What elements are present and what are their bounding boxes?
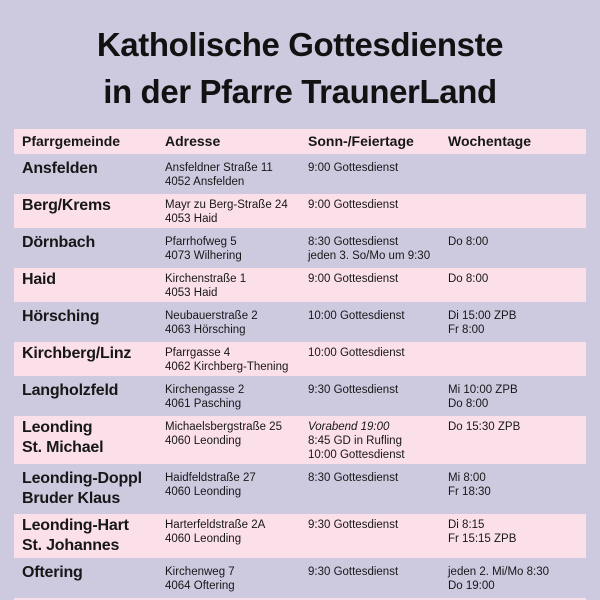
address-cell <box>165 270 308 300</box>
sunday-service-line: 10:00 Gottesdienst <box>308 347 405 359</box>
sunday-services-cell <box>308 270 448 300</box>
address-cell <box>165 159 308 189</box>
table-row <box>14 342 586 376</box>
page-title-line2: in der Pfarre TraunerLand <box>103 73 497 110</box>
parish-name-cell <box>14 516 165 556</box>
address-line: 4062 Kirchberg-Thening <box>165 361 289 373</box>
parish-name-line: St. Michael <box>22 439 104 456</box>
sunday-service-line: 9:00 Gottesdienst <box>308 199 399 211</box>
sunday-service-line: jeden 3. So/Mo um 9:30 <box>308 250 431 262</box>
sunday-services-cell <box>308 418 448 462</box>
service-table <box>14 129 586 600</box>
page-title <box>0 0 600 115</box>
parish-name-cell <box>14 418 165 462</box>
weekday-services-cell <box>448 381 586 411</box>
sunday-service-line: 10:00 Gottesdienst <box>308 310 405 322</box>
page-title-line1: Katholische Gottesdienste <box>96 26 504 63</box>
table-row <box>14 305 586 339</box>
sunday-services-cell <box>308 233 448 263</box>
parish-name-line: Bruder Klaus <box>22 490 121 507</box>
address-cell <box>165 233 308 263</box>
address-line: 4052 Ansfelden <box>165 176 245 188</box>
table-row <box>14 157 586 191</box>
sunday-services-cell <box>308 344 448 374</box>
weekday-services-cell <box>448 233 586 263</box>
parish-name-cell <box>14 469 165 509</box>
address-line: Mayr zu Berg-Straße 24 <box>165 199 288 211</box>
parish-name-cell <box>14 233 165 263</box>
table-row <box>14 231 586 265</box>
sunday-service-line: 8:30 Gottesdienst <box>308 472 399 484</box>
address-cell <box>165 469 308 509</box>
column-header-wochentage: Wochentage <box>448 133 531 149</box>
parish-name-line: Ansfelden <box>22 160 98 177</box>
weekday-services-cell <box>448 159 586 189</box>
sunday-service-line: 9:30 Gottesdienst <box>308 519 399 531</box>
sunday-service-line: 10:00 Gottesdienst <box>308 449 405 461</box>
weekday-service-line: jeden 2. Mi/Mo 8:30 <box>448 566 550 578</box>
parish-name-line: Langholzfeld <box>22 382 119 399</box>
address-line: Michaelsbergstraße 25 <box>165 421 282 433</box>
address-line: 4064 Oftering <box>165 580 235 592</box>
sunday-services-cell <box>308 469 448 509</box>
parish-name-line: Haid <box>22 271 56 288</box>
parish-name-line: Leonding-Hart <box>22 517 129 534</box>
parish-name-cell <box>14 307 165 337</box>
weekday-service-line: Fr 15:15 ZPB <box>448 533 517 545</box>
address-cell <box>165 563 308 593</box>
address-line: Kirchengasse 2 <box>165 384 245 396</box>
table-body <box>14 157 586 595</box>
weekday-service-line: Do 8:00 <box>448 273 489 285</box>
parish-name-cell <box>14 270 165 300</box>
address-cell <box>165 344 308 374</box>
parish-name-cell <box>14 196 165 226</box>
parish-name-line: Oftering <box>22 564 83 581</box>
sunday-services-cell <box>308 159 448 189</box>
sunday-service-line: 8:45 GD in Rufling <box>308 435 402 447</box>
address-line: Harterfeldstraße 2A <box>165 519 266 531</box>
weekday-service-line: Do 19:00 <box>448 580 495 592</box>
address-line: Pfarrhofweg 5 <box>165 236 237 248</box>
weekday-services-cell <box>448 469 586 509</box>
address-line: 4063 Hörsching <box>165 324 246 336</box>
sunday-services-cell <box>308 196 448 226</box>
column-header-pfarrgemeinde: Pfarrgemeinde <box>22 133 121 149</box>
weekday-service-line: Mi 8:00 <box>448 472 486 484</box>
weekday-service-line: Do 8:00 <box>448 236 489 248</box>
address-line: 4060 Leonding <box>165 435 242 447</box>
address-cell <box>165 418 308 462</box>
weekday-services-cell <box>448 516 586 556</box>
sunday-service-line: 8:30 Gottesdienst <box>308 236 399 248</box>
parish-name-line: Leonding <box>22 419 93 436</box>
weekday-services-cell <box>448 307 586 337</box>
weekday-services-cell <box>448 196 586 226</box>
address-cell <box>165 196 308 226</box>
weekday-service-line: Di 8:15 <box>448 519 485 531</box>
address-cell <box>165 381 308 411</box>
parish-name-line: Berg/Krems <box>22 197 111 214</box>
parish-name-cell <box>14 381 165 411</box>
sunday-service-line: Vorabend 19:00 <box>308 421 390 433</box>
column-header-adresse: Adresse <box>165 133 221 149</box>
address-line: Kirchenstraße 1 <box>165 273 247 285</box>
parish-name-line: Kirchberg/Linz <box>22 345 132 362</box>
address-line: 4053 Haid <box>165 213 218 225</box>
sunday-service-line: 9:00 Gottesdienst <box>308 162 399 174</box>
sunday-service-line: 9:30 Gottesdienst <box>308 566 399 578</box>
sunday-service-line: 9:30 Gottesdienst <box>308 384 399 396</box>
address-line: Neubauerstraße 2 <box>165 310 258 322</box>
address-line: Haidfeldstraße 27 <box>165 472 256 484</box>
weekday-service-line: Di 15:00 ZPB <box>448 310 517 322</box>
address-line: Pfarrgasse 4 <box>165 347 231 359</box>
sunday-services-cell <box>308 563 448 593</box>
sunday-services-cell <box>308 381 448 411</box>
parish-name-line: Dörnbach <box>22 234 96 251</box>
address-line: 4073 Wilhering <box>165 250 242 262</box>
weekday-service-line: Do 8:00 <box>448 398 489 410</box>
parish-name-cell <box>14 563 165 593</box>
table-row <box>14 194 586 228</box>
column-header-sonn-feiertage: Sonn-/Feiertage <box>308 133 414 149</box>
address-line: 4060 Leonding <box>165 533 242 545</box>
sunday-services-cell <box>308 516 448 556</box>
table-row <box>14 268 586 302</box>
parish-name-line: Leonding-Doppl <box>22 470 142 487</box>
weekday-service-line: Mi 10:00 ZPB <box>448 384 518 396</box>
address-line: 4061 Pasching <box>165 398 242 410</box>
weekday-service-line: Fr 18:30 <box>448 486 491 498</box>
address-cell <box>165 516 308 556</box>
weekday-services-cell <box>448 270 586 300</box>
weekday-services-cell <box>448 563 586 593</box>
address-line: Kirchenweg 7 <box>165 566 235 578</box>
parish-name-line: Hörsching <box>22 308 100 325</box>
weekday-service-line: Do 15:30 ZPB <box>448 421 521 433</box>
table-row <box>14 379 586 413</box>
weekday-services-cell <box>448 344 586 374</box>
parish-name-cell <box>14 344 165 374</box>
table-header-row <box>14 129 586 154</box>
address-line: Ansfeldner Straße 11 <box>165 162 273 174</box>
parish-name-cell <box>14 159 165 189</box>
address-line: 4060 Leonding <box>165 486 242 498</box>
table-row <box>14 416 586 464</box>
table-row <box>14 467 586 511</box>
weekday-services-cell <box>448 418 586 462</box>
address-line: 4053 Haid <box>165 287 218 299</box>
sunday-service-line: 9:00 Gottesdienst <box>308 273 399 285</box>
weekday-service-line: Fr 8:00 <box>448 324 485 336</box>
sunday-services-cell <box>308 307 448 337</box>
parish-name-line: St. Johannes <box>22 537 120 554</box>
table-row <box>14 561 586 595</box>
address-cell <box>165 307 308 337</box>
table-row <box>14 514 586 558</box>
